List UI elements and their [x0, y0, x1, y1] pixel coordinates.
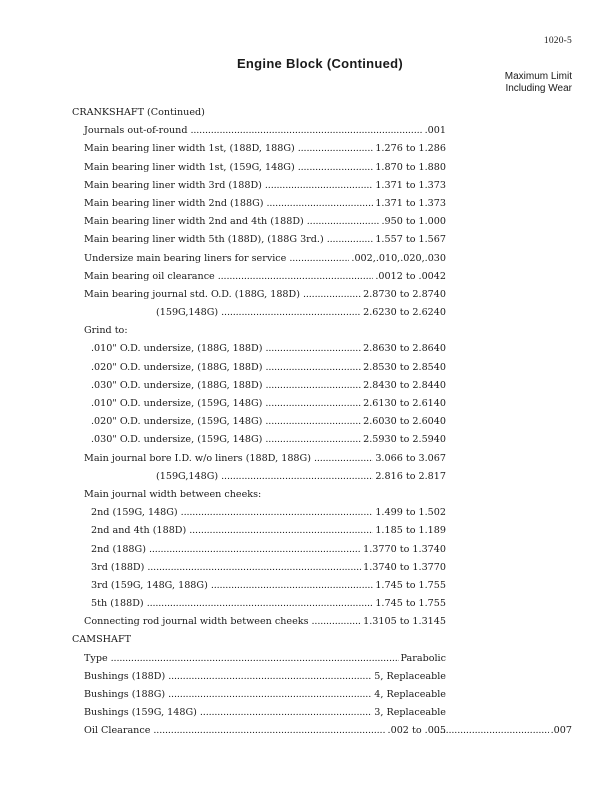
- spec-row: [72, 595, 572, 613]
- spec-value: 2.8530 to 2.8540: [363, 361, 446, 373]
- spec-value: .002 to .005: [387, 725, 446, 737]
- spec-label: 2nd (159G, 148G): [91, 507, 178, 519]
- spec-row: [72, 177, 572, 195]
- spec-value: 1.745 to 1.755: [375, 579, 446, 591]
- spec-label: Bushings (188G): [84, 689, 166, 700]
- spec-row: [72, 377, 572, 395]
- spec-label: (159G,148G): [156, 470, 219, 482]
- spec-label: Type: [84, 652, 108, 664]
- spec-row: [72, 686, 572, 704]
- spec-value: 1.185 to 1.189: [375, 525, 446, 537]
- spec-value: 4, Replaceable: [374, 689, 446, 700]
- subsection-heading-cheeks: Main journal width between cheeks:: [84, 488, 262, 500]
- spec-row: [72, 250, 572, 268]
- column-header: [470, 71, 572, 94]
- spec-value: 3, Replaceable: [374, 707, 446, 719]
- spec-row: [72, 704, 572, 722]
- spec-label: .010" O.D. undersize, (188G, 188D): [91, 343, 263, 355]
- spec-row: [72, 213, 572, 231]
- spec-label: Main bearing oil clearance: [84, 270, 215, 282]
- page-number: 1020-5: [543, 36, 572, 46]
- column-header-line-2: Including Wear: [505, 82, 572, 94]
- spec-label: 3rd (159G, 148G, 188G): [91, 579, 208, 591]
- spec-label: Main bearing liner width 5th (188D), (188G 3rd.): [84, 234, 324, 246]
- spec-value: .001: [424, 125, 446, 137]
- spec-row: [72, 431, 572, 449]
- spec-value: 2.5930 to 2.5940: [363, 434, 446, 446]
- spec-row: [72, 577, 572, 595]
- spec-label: Main bearing liner width 1st, (159G, 148G): [84, 161, 295, 173]
- spec-value: 1.3770 to 1.3740: [363, 543, 446, 555]
- spec-value: 1.557 to 1.567: [375, 234, 446, 246]
- spec-row: [72, 450, 572, 468]
- spec-value: 2.6130 to 2.6140: [363, 398, 446, 409]
- section-heading-camshaft: CAMSHAFT: [72, 634, 132, 646]
- spec-label: 2nd and 4th (188D): [91, 525, 187, 537]
- spec-label: Main bearing liner width 1st, (188D, 188G): [84, 143, 295, 155]
- spec-row: [72, 140, 572, 158]
- spec-label: Undersize main bearing liners for service: [84, 252, 287, 264]
- spec-value: 2.8630 to 2.8640: [363, 343, 446, 355]
- spec-label: Journals out-of-round: [84, 125, 188, 137]
- spec-row: [72, 159, 572, 177]
- spec-value: 1.3740 to 1.3770: [363, 561, 446, 573]
- spec-label: Main journal bore I.D. w/o liners (188D, 188G): [84, 452, 311, 464]
- spec-label: Main bearing liner width 2nd (188G): [84, 197, 264, 209]
- spec-label: .020" O.D. undersize, (188G, 188D): [91, 361, 263, 373]
- spec-label: Main bearing journal std. O.D. (188G, 188D): [84, 288, 300, 300]
- spec-value: 2.6230 to 2.6240: [363, 307, 446, 319]
- spec-row: [72, 668, 572, 686]
- spec-label: 2nd (188G): [91, 543, 146, 555]
- spec-label: Connecting rod journal width between cheeks: [84, 616, 309, 628]
- spec-row-oil-clearance: [72, 722, 572, 740]
- spec-row: [72, 359, 572, 377]
- spec-row: [72, 504, 572, 522]
- spec-label: (159G,148G): [156, 307, 219, 319]
- page-title: Engine Block (Continued): [236, 56, 404, 71]
- spec-row: [72, 195, 572, 213]
- spec-label: Bushings (188D): [84, 670, 166, 682]
- spec-value: 5, Replaceable: [374, 670, 446, 682]
- spec-row: [72, 395, 572, 413]
- spec-label: .030" O.D. undersize, (159G, 148G): [91, 434, 263, 446]
- spec-value: .0012 to .0042: [375, 270, 446, 282]
- limit-value: .007: [550, 725, 572, 737]
- spec-value: 1.276 to 1.286: [375, 143, 446, 155]
- spec-value: 2.8730 to 2.8740: [363, 288, 446, 300]
- spec-row: [72, 304, 572, 322]
- spec-value: 2.816 to 2.817: [375, 470, 446, 482]
- spec-row: [72, 122, 572, 140]
- spec-value: 1.499 to 1.502: [375, 507, 446, 519]
- spec-value: 3.066 to 3.067: [375, 452, 446, 464]
- spec-row: [72, 286, 572, 304]
- spec-value: .950 to 1.000: [381, 216, 446, 228]
- spec-value: 2.8430 to 2.8440: [363, 379, 446, 391]
- spec-label: .020" O.D. undersize, (159G, 148G): [91, 416, 263, 428]
- spec-row: [72, 468, 572, 486]
- spec-label: 5th (188D): [91, 598, 144, 610]
- spec-row: [72, 559, 572, 577]
- spec-value: .002,.010,.020,.030: [351, 252, 446, 264]
- spec-list: [72, 104, 572, 741]
- spec-value: Parabolic: [400, 652, 446, 664]
- spec-label: .010" O.D. undersize, (159G, 148G): [91, 398, 263, 409]
- spec-label: Bushings (159G, 148G): [84, 707, 197, 719]
- spec-row: [72, 340, 572, 358]
- spec-value: 1.870 to 1.880: [375, 161, 446, 173]
- spec-row: [72, 541, 572, 559]
- spec-row: [72, 650, 572, 668]
- spec-row: [72, 231, 572, 249]
- spec-value: 2.6030 to 2.6040: [363, 416, 446, 428]
- spec-row: [72, 522, 572, 540]
- spec-label: 3rd (188D): [91, 561, 145, 573]
- spec-row: [72, 268, 572, 286]
- subsection-heading-grind: Grind to:: [84, 325, 128, 337]
- spec-label: Main bearing liner width 3rd (188D): [84, 179, 262, 191]
- spec-row: [72, 613, 572, 631]
- spec-label: Oil Clearance: [84, 725, 151, 737]
- spec-label: Main bearing liner width 2nd and 4th (188D): [84, 216, 304, 228]
- column-header-line-1: Maximum Limit: [504, 71, 572, 82]
- spec-value: 1.371 to 1.373: [375, 179, 446, 191]
- spec-value: 1.3105 to 1.3145: [363, 616, 446, 628]
- spec-value: 1.745 to 1.755: [375, 598, 446, 610]
- spec-row: [72, 413, 572, 431]
- spec-value: 1.371 to 1.373: [375, 197, 446, 209]
- spec-label: .030" O.D. undersize, (188G, 188D): [91, 379, 263, 391]
- section-heading-crankshaft: CRANKSHAFT (Continued): [72, 107, 205, 118]
